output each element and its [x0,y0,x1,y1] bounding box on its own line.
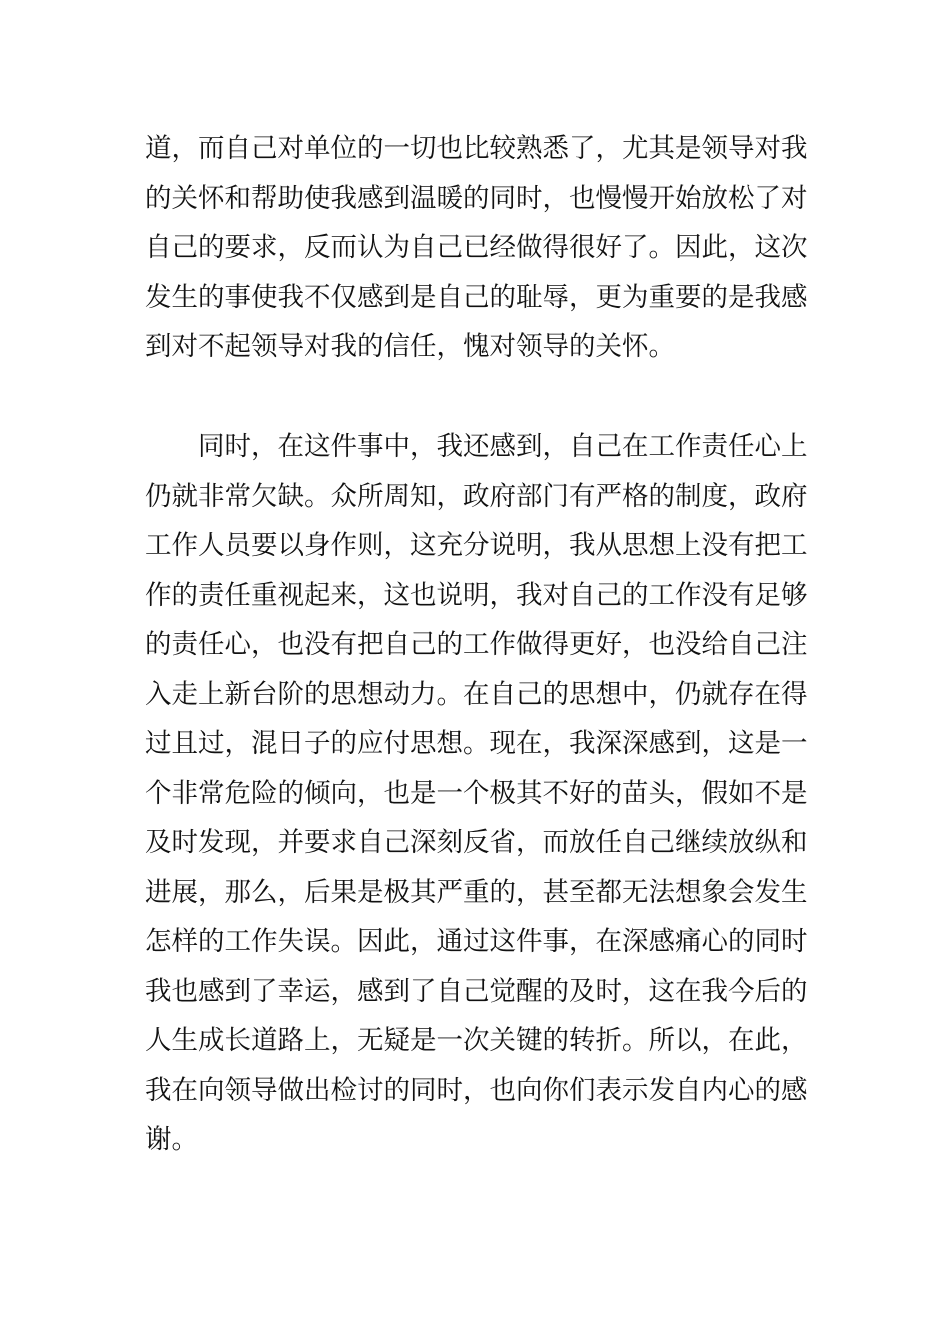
paragraph-line: 怎样的工作失误。因此，通过这件事，在深感痛心的同时 [145,926,808,957]
paragraph-line: 工作人员要以身作则，这充分说明，我从思想上没有把工 [145,530,808,561]
paragraph-line: 及时发现，并要求自己深刻反省，而放任自己继续放纵和 [145,827,808,858]
paragraph-line: 道，而自己对单位的一切也比较熟悉了，尤其是领导对我 [145,133,808,164]
paragraph-line: 的责任心，也没有把自己的工作做得更好，也没给自己注 [145,629,808,660]
paragraph-line: 入走上新台阶的思想动力。在自己的思想中，仍就存在得 [145,678,808,710]
paragraph-line: 自己的要求，反而认为自己已经做得很好了。因此，这次 [145,232,808,263]
paragraph-line: 人生成长道路上，无疑是一次关键的转折。所以，在此， [145,1025,808,1056]
paragraph-line: 我也感到了幸运，感到了自己觉醒的及时，这在我今后的 [145,975,808,1007]
paragraph-2 [145,422,810,1165]
paragraph-line: 个非常危险的倾向，也是一个极其不好的苗头，假如不是 [145,777,808,809]
paragraph-line: 仍就非常欠缺。众所周知，政府部门有严格的制度，政府 [145,480,808,512]
paragraph-line: 谢。 [145,1124,198,1155]
paragraph-line: 作的责任重视起来，这也说明，我对自己的工作没有足够 [145,579,808,611]
paragraph-line: 进展，那么，后果是极其严重的，甚至都无法想象会发生 [145,876,808,908]
paragraph-line: 同时，在这件事中，我还感到，自己在工作责任心上 [198,431,808,462]
paragraph-1 [145,124,810,372]
paragraph-line: 发生的事使我不仅感到是自己的耻辱，更为重要的是我感 [145,281,808,313]
paragraph-line: 我在向领导做出检讨的同时，也向你们表示发自内心的感 [145,1074,808,1106]
paragraph-line: 到对不起领导对我的信任，愧对领导的关怀。 [145,331,675,362]
paragraph-line: 的关怀和帮助使我感到温暖的同时，也慢慢开始放松了对 [145,182,808,214]
paragraph-line: 过且过，混日子的应付思想。现在，我深深感到，这是一 [145,728,808,759]
